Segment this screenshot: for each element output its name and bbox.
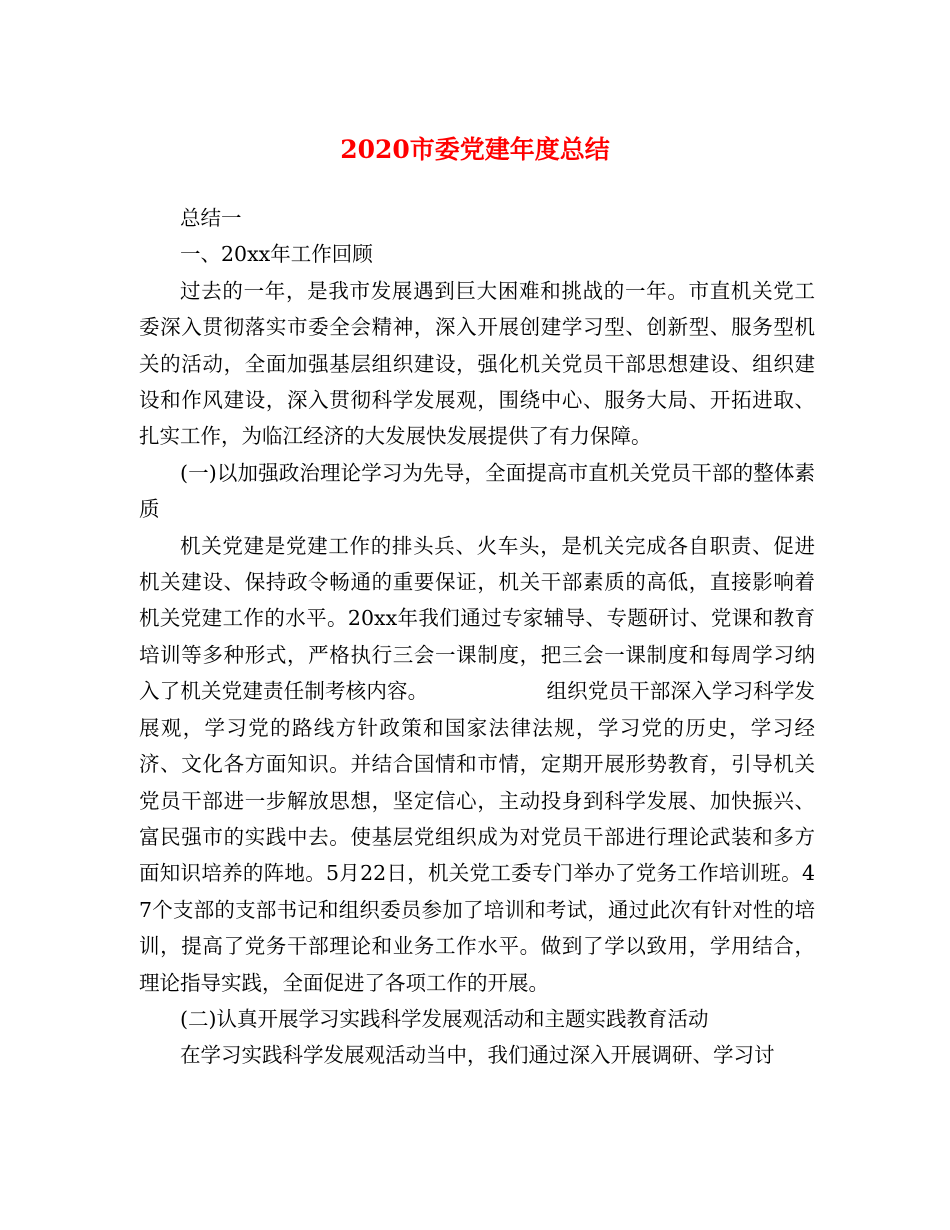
paragraph-overview: 过去的一年，是我市发展遇到巨大困难和挑战的一年。市直机关党工委深入贯彻落实市委全会精神，深入开展创建学习型、创新型、服务型机关的活动，全面加强基层组织建设，强化机关党员干部思想建设、组织建设和作风建设，深入贯彻科学发展观，围绕中心、服务大局、开拓进取、扎实工作，为临江经济的大发展快发展提供了有力保障。	[139, 278, 815, 449]
paragraph-party-building	[139, 528, 815, 1001]
paragraph-party-building-part1: 机关党建是党建工作的排头兵、火车头，是机关完成各自职责、促进机关建设、保持政令畅通的重要保证，机关干部素质的高低，直接影响着机关党建工作的水平。20xx年我们通过专家辅导、专题研讨、党课和教育培训等多种形式，严格执行三会一课制度，把三会一课制度和每周学习纳入了机关党建责任制考核内容。	[139, 533, 815, 704]
heading-work-review: 一、20xx年工作回顾	[180, 242, 373, 267]
section-label: 总结一	[180, 206, 242, 230]
subheading-political-study: (一)以加强政治理论学习为先导，全面提高市直机关党员干部的整体素质	[139, 460, 815, 522]
document-title: 2020市委党建年度总结	[340, 135, 610, 164]
paragraph-party-building-part2: 组织党员干部深入学习科学发展观，学习党的路线方针政策和国家法律法规，学习党的历史，学习经济、文化各方面知识。并结合国情和市情，定期开展形势教育，引导机关党员干部进一步解放思想，坚定信心，主动投身到科学发展、加快振兴、富民强市的实践中去。使基层党组织成为对党员干部进行理论武装和多方面知识培养的阵地。5月22日，机关党工委专门举办了党务工作培训班。47个支部的支部书记和组织委员参加了培训和考试，通过此次有针对性的培训，提高了党务干部理论和业务工作水平。做到了学以致用，学用结合，理论指导实践，全面促进了各项工作的开展。	[139, 679, 816, 995]
subheading-practice-activities: (二)认真开展学习实践科学发展观活动和主题实践教育活动	[180, 1006, 709, 1031]
paragraph-practice: 在学习实践科学发展观活动当中，我们通过深入开展调研、学习讨	[180, 1043, 775, 1068]
document-body	[139, 200, 815, 1074]
